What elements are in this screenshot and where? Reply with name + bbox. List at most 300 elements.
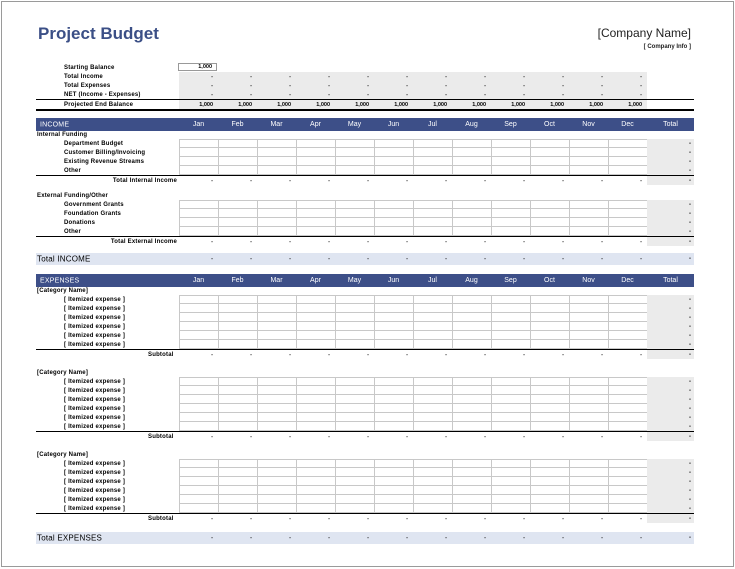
- month-cell[interactable]: [374, 227, 413, 236]
- month-cell[interactable]: [452, 504, 491, 513]
- month-cell[interactable]: [491, 331, 530, 340]
- month-cell[interactable]: [296, 404, 335, 413]
- month-cell[interactable]: [530, 304, 569, 313]
- month-cell[interactable]: [296, 413, 335, 422]
- month-cell[interactable]: [296, 331, 335, 340]
- month-cell[interactable]: [413, 468, 452, 477]
- month-cell[interactable]: [491, 495, 530, 504]
- month-cell[interactable]: [530, 340, 569, 349]
- month-cell[interactable]: [491, 404, 530, 413]
- month-cell[interactable]: [257, 422, 296, 431]
- month-cell[interactable]: [218, 322, 257, 331]
- month-cell[interactable]: [218, 139, 257, 148]
- month-cell[interactable]: [257, 340, 296, 349]
- month-cell[interactable]: [530, 404, 569, 413]
- month-cell[interactable]: [452, 295, 491, 304]
- month-cell[interactable]: [335, 157, 374, 166]
- month-cell[interactable]: [608, 148, 647, 157]
- month-cell[interactable]: [491, 227, 530, 236]
- month-cell[interactable]: [491, 157, 530, 166]
- month-cell[interactable]: [179, 139, 218, 148]
- month-cell[interactable]: [374, 413, 413, 422]
- month-cell[interactable]: [179, 377, 218, 386]
- month-cell[interactable]: [569, 386, 608, 395]
- month-cell[interactable]: [413, 157, 452, 166]
- month-cell[interactable]: [335, 331, 374, 340]
- month-cell[interactable]: [218, 495, 257, 504]
- month-cell[interactable]: [335, 422, 374, 431]
- month-cell[interactable]: [218, 148, 257, 157]
- month-cell[interactable]: [530, 377, 569, 386]
- month-cell[interactable]: [374, 377, 413, 386]
- month-cell[interactable]: [296, 304, 335, 313]
- month-cell[interactable]: [374, 340, 413, 349]
- month-cell[interactable]: [257, 304, 296, 313]
- month-cell[interactable]: [569, 218, 608, 227]
- month-cell[interactable]: [608, 313, 647, 322]
- month-cell[interactable]: [335, 395, 374, 404]
- month-cell[interactable]: [296, 295, 335, 304]
- month-cell[interactable]: [374, 404, 413, 413]
- month-cell[interactable]: [608, 413, 647, 422]
- month-cell[interactable]: [491, 322, 530, 331]
- month-cell[interactable]: [179, 504, 218, 513]
- month-cell[interactable]: [374, 504, 413, 513]
- month-cell[interactable]: [452, 304, 491, 313]
- month-cell[interactable]: [296, 340, 335, 349]
- month-cell[interactable]: [374, 148, 413, 157]
- month-cell[interactable]: [218, 404, 257, 413]
- month-cell[interactable]: [569, 413, 608, 422]
- month-cell[interactable]: [452, 227, 491, 236]
- month-cell[interactable]: [608, 331, 647, 340]
- month-cell[interactable]: [608, 227, 647, 236]
- month-cell[interactable]: [257, 313, 296, 322]
- month-cell[interactable]: [335, 139, 374, 148]
- month-cell[interactable]: [491, 386, 530, 395]
- month-cell[interactable]: [452, 495, 491, 504]
- month-cell[interactable]: [218, 468, 257, 477]
- month-cell[interactable]: [608, 139, 647, 148]
- month-cell[interactable]: [608, 422, 647, 431]
- month-cell[interactable]: [569, 157, 608, 166]
- month-cell[interactable]: [335, 504, 374, 513]
- month-cell[interactable]: [530, 486, 569, 495]
- month-cell[interactable]: [452, 200, 491, 209]
- month-cell[interactable]: [257, 459, 296, 468]
- month-cell[interactable]: [413, 200, 452, 209]
- month-cell[interactable]: [296, 209, 335, 218]
- month-cell[interactable]: [491, 395, 530, 404]
- month-cell[interactable]: [296, 377, 335, 386]
- month-cell[interactable]: [491, 166, 530, 175]
- month-cell[interactable]: [374, 422, 413, 431]
- month-cell[interactable]: [413, 504, 452, 513]
- month-cell[interactable]: [569, 209, 608, 218]
- month-cell[interactable]: [608, 200, 647, 209]
- month-cell[interactable]: [569, 313, 608, 322]
- month-cell[interactable]: [179, 486, 218, 495]
- month-cell[interactable]: [413, 413, 452, 422]
- month-cell[interactable]: [257, 395, 296, 404]
- month-cell[interactable]: [413, 340, 452, 349]
- month-cell[interactable]: [452, 218, 491, 227]
- month-cell[interactable]: [179, 495, 218, 504]
- month-cell[interactable]: [530, 313, 569, 322]
- month-cell[interactable]: [335, 218, 374, 227]
- month-cell[interactable]: [335, 166, 374, 175]
- month-cell[interactable]: [413, 218, 452, 227]
- month-cell[interactable]: [257, 504, 296, 513]
- month-cell[interactable]: [569, 395, 608, 404]
- month-cell[interactable]: [452, 459, 491, 468]
- month-cell[interactable]: [218, 295, 257, 304]
- month-cell[interactable]: [452, 486, 491, 495]
- month-cell[interactable]: [218, 422, 257, 431]
- month-cell[interactable]: [374, 331, 413, 340]
- month-cell[interactable]: [218, 504, 257, 513]
- month-cell[interactable]: [179, 459, 218, 468]
- month-cell[interactable]: [374, 218, 413, 227]
- month-cell[interactable]: [569, 377, 608, 386]
- month-cell[interactable]: [218, 486, 257, 495]
- month-cell[interactable]: [218, 200, 257, 209]
- month-cell[interactable]: [491, 340, 530, 349]
- month-cell[interactable]: [608, 504, 647, 513]
- month-cell[interactable]: [335, 459, 374, 468]
- month-cell[interactable]: [296, 386, 335, 395]
- month-cell[interactable]: [569, 495, 608, 504]
- month-cell[interactable]: [296, 477, 335, 486]
- month-cell[interactable]: [257, 139, 296, 148]
- month-cell[interactable]: [218, 157, 257, 166]
- month-cell[interactable]: [491, 209, 530, 218]
- month-cell[interactable]: [374, 322, 413, 331]
- month-cell[interactable]: [257, 331, 296, 340]
- month-cell[interactable]: [296, 200, 335, 209]
- month-cell[interactable]: [257, 157, 296, 166]
- month-cell[interactable]: [296, 504, 335, 513]
- month-cell[interactable]: [413, 209, 452, 218]
- month-cell[interactable]: [179, 322, 218, 331]
- month-cell[interactable]: [296, 166, 335, 175]
- month-cell[interactable]: [413, 395, 452, 404]
- month-cell[interactable]: [218, 166, 257, 175]
- month-cell[interactable]: [491, 413, 530, 422]
- month-cell[interactable]: [608, 304, 647, 313]
- month-cell[interactable]: [413, 377, 452, 386]
- month-cell[interactable]: [452, 166, 491, 175]
- month-cell[interactable]: [257, 322, 296, 331]
- month-cell[interactable]: [608, 322, 647, 331]
- month-cell[interactable]: [530, 295, 569, 304]
- month-cell[interactable]: [374, 209, 413, 218]
- month-cell[interactable]: [569, 459, 608, 468]
- month-cell[interactable]: [335, 404, 374, 413]
- month-cell[interactable]: [257, 218, 296, 227]
- month-cell[interactable]: [413, 331, 452, 340]
- month-cell[interactable]: [569, 322, 608, 331]
- month-cell[interactable]: [608, 468, 647, 477]
- month-cell[interactable]: [491, 422, 530, 431]
- month-cell[interactable]: [452, 468, 491, 477]
- month-cell[interactable]: [413, 404, 452, 413]
- month-cell[interactable]: [608, 166, 647, 175]
- month-cell[interactable]: [296, 486, 335, 495]
- month-cell[interactable]: [569, 304, 608, 313]
- company-name[interactable]: [Company Name]: [597, 26, 691, 40]
- month-cell[interactable]: [296, 227, 335, 236]
- month-cell[interactable]: [413, 477, 452, 486]
- month-cell[interactable]: [452, 148, 491, 157]
- month-cell[interactable]: [296, 395, 335, 404]
- month-cell[interactable]: [374, 395, 413, 404]
- month-cell[interactable]: [569, 504, 608, 513]
- month-cell[interactable]: [530, 227, 569, 236]
- month-cell[interactable]: [569, 468, 608, 477]
- month-cell[interactable]: [374, 495, 413, 504]
- month-cell[interactable]: [452, 477, 491, 486]
- month-cell[interactable]: [530, 468, 569, 477]
- month-cell[interactable]: [569, 422, 608, 431]
- month-cell[interactable]: [257, 413, 296, 422]
- month-cell[interactable]: [218, 459, 257, 468]
- month-cell[interactable]: [179, 340, 218, 349]
- month-cell[interactable]: [374, 468, 413, 477]
- month-cell[interactable]: [257, 295, 296, 304]
- month-cell[interactable]: [608, 459, 647, 468]
- month-cell[interactable]: [257, 227, 296, 236]
- month-cell[interactable]: [491, 459, 530, 468]
- month-cell[interactable]: [491, 148, 530, 157]
- month-cell[interactable]: [530, 218, 569, 227]
- month-cell[interactable]: [257, 386, 296, 395]
- month-cell[interactable]: [335, 468, 374, 477]
- month-cell[interactable]: [569, 486, 608, 495]
- month-cell[interactable]: [452, 422, 491, 431]
- month-cell[interactable]: [608, 477, 647, 486]
- month-cell[interactable]: [413, 139, 452, 148]
- month-cell[interactable]: [608, 486, 647, 495]
- month-cell[interactable]: [296, 495, 335, 504]
- month-cell[interactable]: [257, 477, 296, 486]
- month-cell[interactable]: [530, 139, 569, 148]
- month-cell[interactable]: [296, 459, 335, 468]
- month-cell[interactable]: [608, 157, 647, 166]
- month-cell[interactable]: [335, 340, 374, 349]
- month-cell[interactable]: [335, 377, 374, 386]
- month-cell[interactable]: [491, 295, 530, 304]
- month-cell[interactable]: [413, 148, 452, 157]
- month-cell[interactable]: [569, 340, 608, 349]
- month-cell[interactable]: [257, 209, 296, 218]
- month-cell[interactable]: [179, 313, 218, 322]
- month-cell[interactable]: [413, 386, 452, 395]
- month-cell[interactable]: [413, 486, 452, 495]
- month-cell[interactable]: [257, 486, 296, 495]
- month-cell[interactable]: [452, 395, 491, 404]
- month-cell[interactable]: [530, 504, 569, 513]
- month-cell[interactable]: [218, 413, 257, 422]
- month-cell[interactable]: [530, 495, 569, 504]
- month-cell[interactable]: [296, 157, 335, 166]
- month-cell[interactable]: [296, 139, 335, 148]
- month-cell[interactable]: [608, 209, 647, 218]
- month-cell[interactable]: [491, 200, 530, 209]
- month-cell[interactable]: [530, 459, 569, 468]
- month-cell[interactable]: [335, 200, 374, 209]
- month-cell[interactable]: [179, 227, 218, 236]
- month-cell[interactable]: [296, 468, 335, 477]
- month-cell[interactable]: [374, 313, 413, 322]
- month-cell[interactable]: [179, 200, 218, 209]
- month-cell[interactable]: [569, 295, 608, 304]
- month-cell[interactable]: [569, 166, 608, 175]
- month-cell[interactable]: [452, 322, 491, 331]
- month-cell[interactable]: [218, 218, 257, 227]
- month-cell[interactable]: [179, 157, 218, 166]
- month-cell[interactable]: [452, 209, 491, 218]
- month-cell[interactable]: [491, 218, 530, 227]
- month-cell[interactable]: [608, 377, 647, 386]
- month-cell[interactable]: [257, 200, 296, 209]
- month-cell[interactable]: [335, 295, 374, 304]
- month-cell[interactable]: [218, 227, 257, 236]
- month-cell[interactable]: [413, 459, 452, 468]
- month-cell[interactable]: [413, 322, 452, 331]
- month-cell[interactable]: [413, 166, 452, 175]
- month-cell[interactable]: [179, 404, 218, 413]
- month-cell[interactable]: [530, 148, 569, 157]
- month-cell[interactable]: [608, 386, 647, 395]
- month-cell[interactable]: [218, 209, 257, 218]
- month-cell[interactable]: [218, 386, 257, 395]
- month-cell[interactable]: [374, 157, 413, 166]
- month-cell[interactable]: [608, 495, 647, 504]
- month-cell[interactable]: [491, 486, 530, 495]
- month-cell[interactable]: [608, 218, 647, 227]
- month-cell[interactable]: [452, 386, 491, 395]
- month-cell[interactable]: [335, 304, 374, 313]
- month-cell[interactable]: [569, 139, 608, 148]
- month-cell[interactable]: [179, 422, 218, 431]
- month-cell[interactable]: [218, 340, 257, 349]
- month-cell[interactable]: [257, 148, 296, 157]
- month-cell[interactable]: [452, 139, 491, 148]
- month-cell[interactable]: [179, 166, 218, 175]
- month-cell[interactable]: [413, 422, 452, 431]
- month-cell[interactable]: [530, 413, 569, 422]
- month-cell[interactable]: [530, 157, 569, 166]
- month-cell[interactable]: [491, 139, 530, 148]
- month-cell[interactable]: [335, 386, 374, 395]
- month-cell[interactable]: [335, 209, 374, 218]
- month-cell[interactable]: [491, 468, 530, 477]
- month-cell[interactable]: [569, 200, 608, 209]
- month-cell[interactable]: [452, 404, 491, 413]
- month-cell[interactable]: [413, 313, 452, 322]
- month-cell[interactable]: [491, 504, 530, 513]
- month-cell[interactable]: [608, 295, 647, 304]
- month-cell[interactable]: [179, 395, 218, 404]
- month-cell[interactable]: [374, 304, 413, 313]
- month-cell[interactable]: [179, 331, 218, 340]
- month-cell[interactable]: [452, 413, 491, 422]
- month-cell[interactable]: [218, 395, 257, 404]
- month-cell[interactable]: [452, 157, 491, 166]
- month-cell[interactable]: [179, 477, 218, 486]
- month-cell[interactable]: [179, 218, 218, 227]
- month-cell[interactable]: [608, 404, 647, 413]
- month-cell[interactable]: [452, 377, 491, 386]
- month-cell[interactable]: [335, 322, 374, 331]
- month-cell[interactable]: [413, 295, 452, 304]
- month-cell[interactable]: [569, 227, 608, 236]
- month-cell[interactable]: [452, 340, 491, 349]
- month-cell[interactable]: [530, 395, 569, 404]
- month-cell[interactable]: [179, 468, 218, 477]
- month-cell[interactable]: [179, 304, 218, 313]
- month-cell[interactable]: [530, 322, 569, 331]
- month-cell[interactable]: [491, 477, 530, 486]
- month-cell[interactable]: [374, 486, 413, 495]
- month-cell[interactable]: [296, 313, 335, 322]
- month-cell[interactable]: [374, 200, 413, 209]
- month-cell[interactable]: [374, 139, 413, 148]
- month-cell[interactable]: [335, 477, 374, 486]
- month-cell[interactable]: [452, 331, 491, 340]
- starting-balance-input[interactable]: 1,000: [178, 63, 217, 71]
- month-cell[interactable]: [335, 313, 374, 322]
- month-cell[interactable]: [257, 495, 296, 504]
- month-cell[interactable]: [257, 166, 296, 175]
- month-cell[interactable]: [179, 386, 218, 395]
- month-cell[interactable]: [374, 477, 413, 486]
- month-cell[interactable]: [530, 200, 569, 209]
- month-cell[interactable]: [569, 477, 608, 486]
- month-cell[interactable]: [218, 377, 257, 386]
- month-cell[interactable]: [374, 459, 413, 468]
- month-cell[interactable]: [296, 422, 335, 431]
- month-cell[interactable]: [335, 486, 374, 495]
- month-cell[interactable]: [452, 313, 491, 322]
- month-cell[interactable]: [296, 322, 335, 331]
- month-cell[interactable]: [491, 313, 530, 322]
- month-cell[interactable]: [257, 377, 296, 386]
- month-cell[interactable]: [296, 148, 335, 157]
- month-cell[interactable]: [218, 313, 257, 322]
- month-cell[interactable]: [413, 304, 452, 313]
- month-cell[interactable]: [257, 404, 296, 413]
- month-cell[interactable]: [530, 166, 569, 175]
- month-cell[interactable]: [335, 227, 374, 236]
- month-cell[interactable]: [413, 227, 452, 236]
- month-cell[interactable]: [569, 404, 608, 413]
- month-cell[interactable]: [218, 304, 257, 313]
- month-cell[interactable]: [257, 468, 296, 477]
- month-cell[interactable]: [374, 166, 413, 175]
- month-cell[interactable]: [374, 295, 413, 304]
- month-cell[interactable]: [296, 218, 335, 227]
- month-cell[interactable]: [530, 386, 569, 395]
- month-cell[interactable]: [179, 148, 218, 157]
- month-cell[interactable]: [491, 304, 530, 313]
- month-cell[interactable]: [608, 340, 647, 349]
- month-cell[interactable]: [491, 377, 530, 386]
- month-cell[interactable]: [335, 148, 374, 157]
- month-cell[interactable]: [335, 495, 374, 504]
- month-cell[interactable]: [374, 386, 413, 395]
